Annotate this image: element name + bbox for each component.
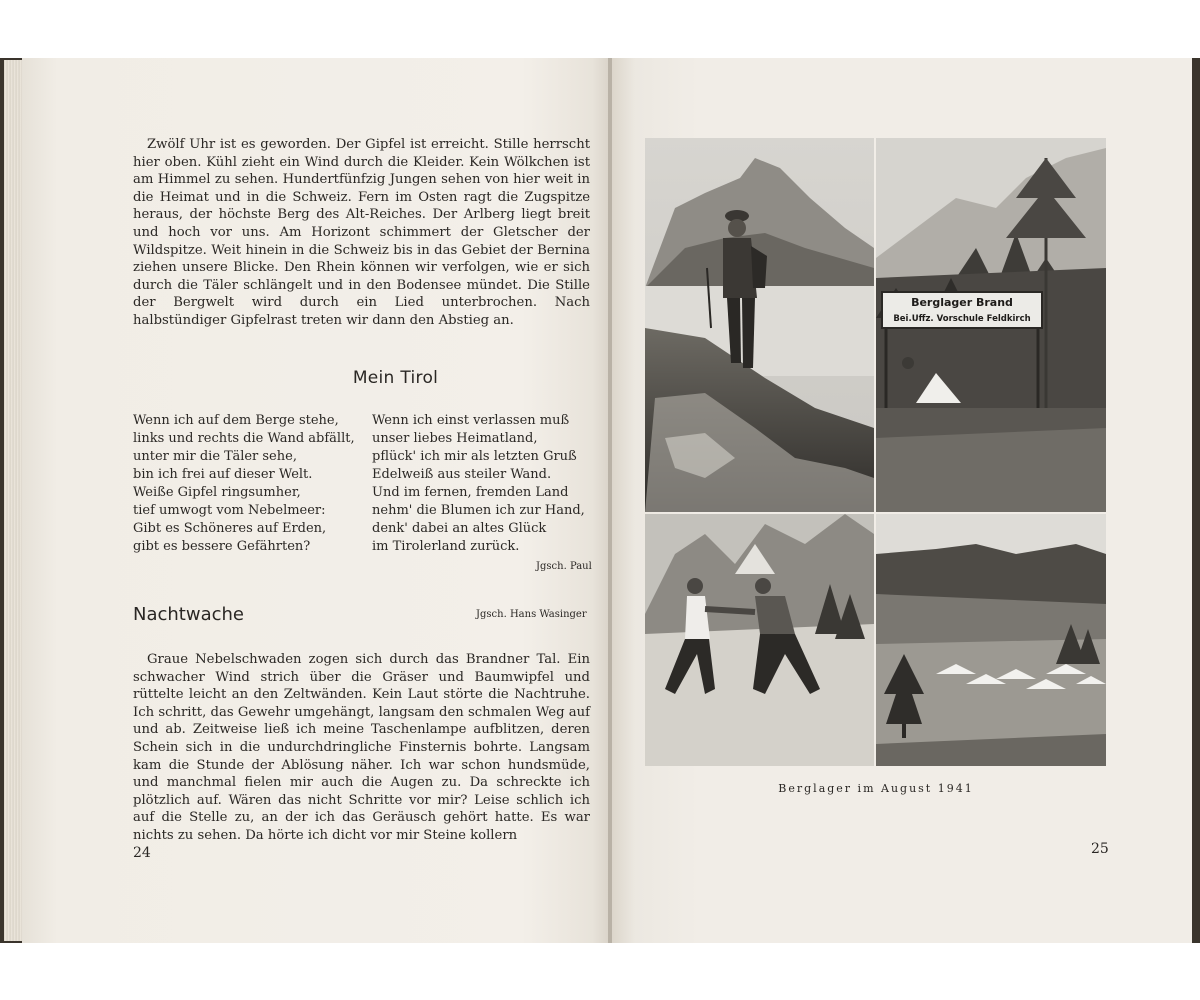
camp-sign-line1: Berglager Brand xyxy=(911,296,1013,309)
poem-column-2 xyxy=(372,412,585,556)
page-number-left: 24 xyxy=(133,845,151,861)
section-title: Nachtwache xyxy=(133,604,244,625)
page-stack-edge xyxy=(4,60,24,941)
page-number-right: 25 xyxy=(1091,841,1109,857)
poem-line: unser liebes Heimatland, xyxy=(372,431,538,446)
section-paragraph-text: Graue Nebelschwaden zogen sich durch das Brandner Tal. Ein schwacher Wind strich über die Gräser und Baumwipfel und rüttelte leicht an den Zeltwänden. Kein Laut störte die Nachtruhe. Ich schritt, das Gewehr umgehängt, langsam den schmalen Weg auf und ab. Zeitweise ließ ich meine Taschenlampe aufblitzen, deren Schein sich in die undurchdringliche Finsternis bohrte. Langsam kam die Stunde der Ablösung näher. Ich war schon hundsmüde, und manchmal fielen mir auch die Augen zu. Da schreckte ich plötzlich auf. Wären das nicht Schritte vor mir? Leise schlich ich auf die Stelle zu, an der ich das Geräusch gehört hatte. Es war nichts zu sehen. Da hörte ich dicht vor mir Steine kollern xyxy=(133,652,590,843)
poem-line: pflück' ich mir als letzten Gruß xyxy=(372,449,577,464)
section-author: Jgsch. Hans Wasinger xyxy=(476,609,587,620)
photo-caption: Berglager im August 1941 xyxy=(778,782,974,795)
poem-line: Weiße Gipfel ringsumher, xyxy=(133,485,301,500)
poem-line: Edelweiß aus steiler Wand. xyxy=(372,467,552,482)
camp-sign-line2: Bei.Uffz. Vorschule Feldkirch xyxy=(893,314,1031,324)
poem-line: links und rechts die Wand abfällt, xyxy=(133,431,355,446)
poem-line: bin ich frei auf dieser Welt. xyxy=(133,467,313,482)
intro-paragraph-text: Zwölf Uhr ist es geworden. Der Gipfel ist erreicht. Stille herrscht hier oben. Kühl zieht ein Wind durch die Kleider. Kein Wölkchen ist am Himmel zu sehen. Hundertfünfzig Jungen sehen von hier weit in die Heimat und in die Schweiz. Fern im Osten ragt die Zugspitze heraus, der höchste Berg des Alt-Reiches. Der Arlberg liegt breit und hoch vor uns. Am Horizont schimmert der Gletscher der Wildspitze. Weit hinein in die Schweiz bis in das Gebiet der Bernina ziehen unsere Blicke. Den Rhein können wir verfolgen, wie er sich durch die Täler schlängelt und in den Bodensee mündet. Die Stille der Bergwelt wird durch ein Lied unterbrochen. Nach halbstündiger Gipfelrast treten wir dann den Abstieg an. xyxy=(133,137,590,328)
poem-line: Wenn ich einst verlassen muß xyxy=(372,413,570,428)
poem-author: Jgsch. Paul xyxy=(536,561,592,572)
poem-column-1 xyxy=(133,412,355,556)
poem-line: tief umwogt vom Nebelmeer: xyxy=(133,503,326,518)
poem-line: Gibt es Schöneres auf Erden, xyxy=(133,521,327,536)
poem-line: nehm' die Blumen ich zur Hand, xyxy=(372,503,585,518)
photo-camp-sign xyxy=(876,138,1106,512)
poem-line: denk' dabei an altes Glück xyxy=(372,521,547,536)
photo-tent-camp xyxy=(876,514,1106,766)
poem-title: Mein Tirol xyxy=(352,368,439,388)
poem-line: Wenn ich auf dem Berge stehe, xyxy=(133,413,339,428)
intro-paragraph xyxy=(133,136,590,330)
poem-line: gibt es bessere Gefährten? xyxy=(133,539,311,554)
photo-wrestling xyxy=(645,514,874,766)
photo-hiker xyxy=(645,138,874,512)
poem-line: Und im fernen, fremden Land xyxy=(372,485,569,500)
section-paragraph xyxy=(133,651,590,845)
poem-line: im Tirolerland zurück. xyxy=(372,539,520,554)
poem-line: unter mir die Täler sehe, xyxy=(133,449,297,464)
